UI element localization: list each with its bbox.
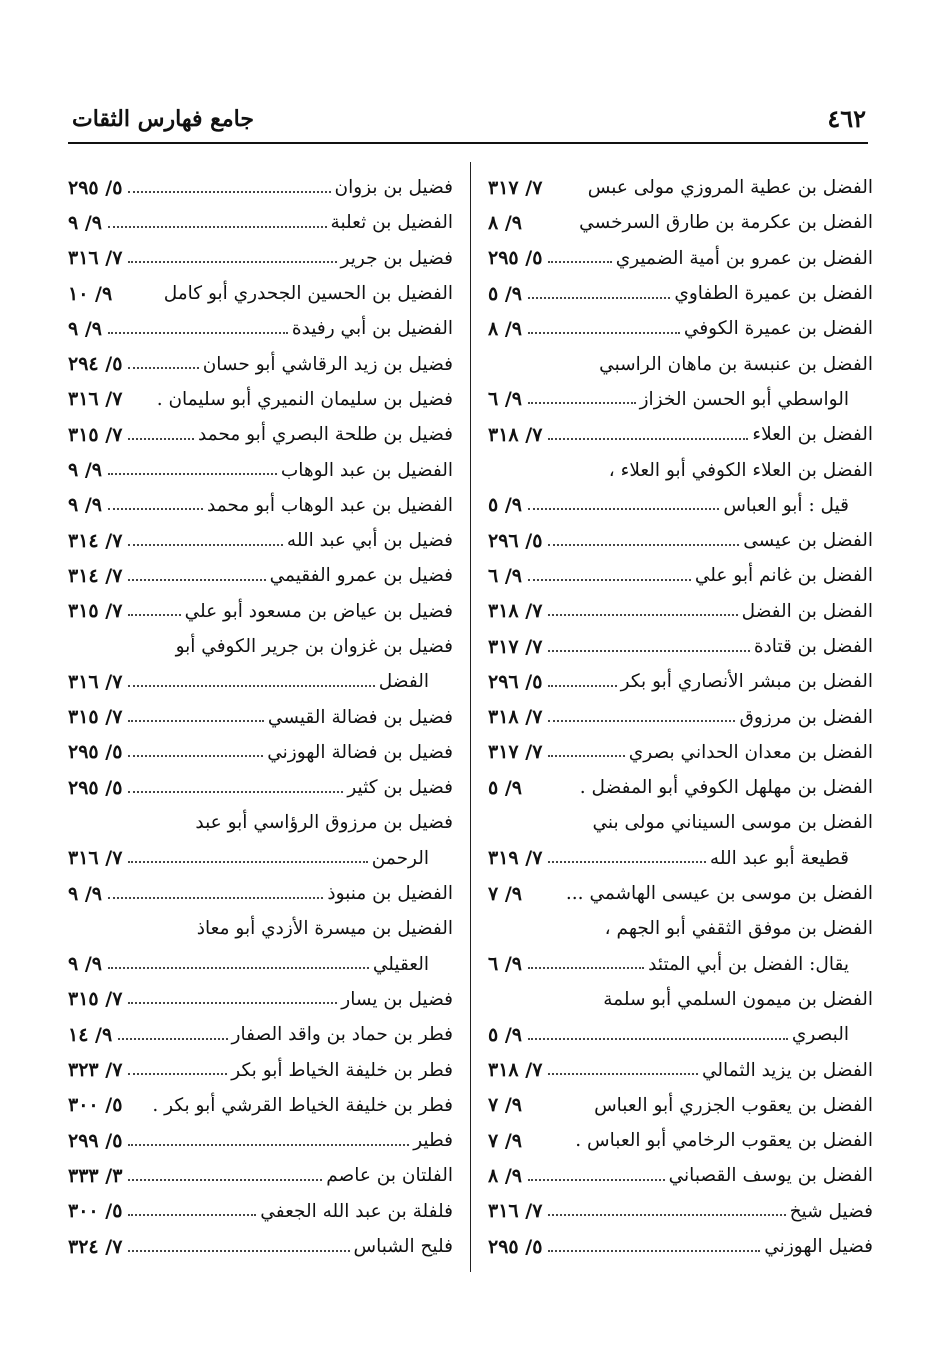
volume-page-ref: ٩/ ١٤ xyxy=(68,1023,113,1046)
volume-page-ref: ٧/ ٣١٩ xyxy=(488,847,543,870)
index-entry xyxy=(68,1123,453,1158)
dot-leader xyxy=(528,226,575,227)
index-entry xyxy=(488,770,873,805)
index-entry xyxy=(488,1017,873,1052)
volume-page-ref: ٩/ ٦ xyxy=(488,564,522,587)
entry-name: الفلتان بن عاصم xyxy=(326,1165,453,1187)
dot-leader xyxy=(548,755,624,757)
index-entry xyxy=(68,346,453,381)
entry-name: الفضيل بن عبد الوهاب xyxy=(280,459,453,481)
volume-page-ref: ٩/ ٩ xyxy=(68,953,102,976)
index-entry xyxy=(68,947,453,982)
entry-name: فضيل بن فضالة القيسي xyxy=(267,706,453,728)
volume-page-ref: ٥/ ٢٩٥ xyxy=(68,176,123,199)
dot-leader xyxy=(108,473,277,475)
dot-leader xyxy=(128,1250,349,1252)
volume-page-ref: ٩/ ٩ xyxy=(68,211,102,234)
entry-name: الفضل xyxy=(378,671,429,693)
dot-leader xyxy=(528,508,719,510)
index-entry xyxy=(68,417,453,452)
entry-name: الواسطي أبو الحسن الخزاز xyxy=(639,388,849,410)
entry-name: الفضيل بن ميسرة الأزدي أبو معاذ xyxy=(196,918,453,940)
entry-name: فضيل بن جرير xyxy=(340,247,453,269)
entry-name: قطيعة أبو عبد الله xyxy=(709,847,849,869)
index-entry xyxy=(488,205,873,240)
volume-page-ref: ٩/ ٧ xyxy=(488,1129,522,1152)
dot-leader xyxy=(128,791,343,793)
index-entry xyxy=(68,1194,453,1229)
dot-leader xyxy=(548,261,611,263)
index-entry xyxy=(488,1123,873,1158)
dot-leader xyxy=(128,1144,409,1146)
dot-leader xyxy=(128,755,263,757)
index-entry xyxy=(68,1052,453,1087)
dot-leader xyxy=(128,579,265,581)
index-entry xyxy=(68,311,453,346)
entry-name: الفضل بن عيسى xyxy=(743,530,873,552)
dot-leader xyxy=(128,861,367,863)
index-entry xyxy=(68,911,453,946)
volume-page-ref: ٧/ ٣٢٣ xyxy=(68,1059,123,1082)
dot-leader xyxy=(128,544,283,546)
dot-leader xyxy=(108,508,203,510)
index-entry xyxy=(68,1158,453,1193)
volume-page-ref: ٥/ ٣٠٠ xyxy=(68,1200,123,1223)
entry-name: الفضيل بن الحسين الجحدري أبو كامل xyxy=(163,283,453,305)
index-entry xyxy=(488,241,873,276)
volume-page-ref: ٧/ ٣١٧ xyxy=(488,176,543,199)
entry-name: فضيل بن كثير xyxy=(347,777,453,799)
entry-name: الفضل بن يعقوب الجزري أبو العباس xyxy=(594,1094,873,1116)
entry-name: فطر بن خليفة الخياط أبو بكر xyxy=(231,1059,453,1081)
entry-name: الفضل بن عكرمة بن طارق السرخسي xyxy=(579,212,873,234)
dot-leader xyxy=(74,932,193,933)
index-entry xyxy=(68,1088,453,1123)
entry-name: الفضل بن الفضل xyxy=(741,600,873,622)
index-entry xyxy=(488,1088,873,1123)
entry-name: فضيل بن عمرو الفقيمي xyxy=(269,565,453,587)
volume-page-ref: ٥/ ٢٩٤ xyxy=(68,353,123,376)
index-entry xyxy=(488,735,873,770)
index-entry xyxy=(68,452,453,487)
index-entry xyxy=(488,276,873,311)
index-entry xyxy=(68,1229,453,1264)
index-entry xyxy=(68,805,453,840)
entry-name: الفضل بن عنبسة بن ماهان الراسبي xyxy=(599,353,873,375)
index-entry xyxy=(68,382,453,417)
dot-leader xyxy=(548,720,735,722)
index-entry xyxy=(68,1017,453,1052)
volume-page-ref: ٩/ ٦ xyxy=(488,388,522,411)
entry-name: فضيل بن مرزوق الرؤاسي أبو عبد xyxy=(195,812,453,834)
volume-page-ref: ٧/ ٣١٨ xyxy=(488,1059,543,1082)
dot-leader xyxy=(494,474,605,475)
volume-page-ref: ٧/ ٣١٨ xyxy=(488,423,543,446)
volume-page-ref: ٧/ ٣٢٤ xyxy=(68,1235,123,1258)
dot-leader xyxy=(528,897,562,898)
entry-name: العقيلي xyxy=(372,953,429,975)
entry-name: الفضل بن موسى بن عيسى الهاشمي ... xyxy=(565,883,873,905)
dot-leader xyxy=(118,1038,227,1040)
entry-name: الفضل بن غانم أبو علي xyxy=(694,565,873,587)
index-entry xyxy=(488,982,873,1017)
volume-page-ref: ٧/ ٣١٤ xyxy=(68,564,123,587)
entry-name: الفضل بن موفق الثقفي أبو الجهم ، xyxy=(604,918,873,940)
dot-leader xyxy=(528,1144,571,1145)
dot-leader xyxy=(74,650,172,651)
index-entry xyxy=(488,699,873,734)
column-divider xyxy=(470,162,471,1272)
dot-leader xyxy=(494,1003,599,1004)
volume-page-ref: ٩/ ٩ xyxy=(68,882,102,905)
entry-name: الرحمن xyxy=(371,847,429,869)
index-entry xyxy=(68,488,453,523)
volume-page-ref: ٩/ ٨ xyxy=(488,211,522,234)
entry-name: الفضل بن يوسف القصباني xyxy=(668,1165,873,1187)
dot-leader xyxy=(128,685,374,687)
entry-name: فضيل بن أبي عبد الله xyxy=(286,530,453,552)
entry-name: فضيل بن زيد الرقاشي أبو حسان xyxy=(202,353,453,375)
dot-leader xyxy=(128,1179,322,1181)
index-column-right xyxy=(488,170,873,1264)
index-entry xyxy=(488,417,873,452)
index-entry xyxy=(68,876,453,911)
dot-leader xyxy=(548,614,737,616)
dot-leader xyxy=(528,332,680,334)
index-entry xyxy=(68,276,453,311)
entry-name: الفضيل بن ثعلبة xyxy=(330,212,453,234)
volume-page-ref: ٧/ ٣١٧ xyxy=(488,741,543,764)
volume-page-ref: ٧/ ٣١٦ xyxy=(68,847,123,870)
dot-leader xyxy=(128,1109,148,1110)
index-entry xyxy=(68,770,453,805)
volume-page-ref: ٩/ ٥ xyxy=(488,494,522,517)
index-entry xyxy=(488,629,873,664)
dot-leader xyxy=(128,1002,337,1004)
volume-page-ref: ٧/ ٣١٧ xyxy=(488,635,543,658)
index-entry xyxy=(488,523,873,558)
volume-page-ref: ٧/ ٣١٥ xyxy=(68,600,123,623)
volume-page-ref: ٧/ ٣١٦ xyxy=(68,670,123,693)
entry-name: الفضل بن يزيد الثمالي xyxy=(701,1059,873,1081)
dot-leader xyxy=(528,1109,590,1110)
entry-name: الفضل بن ميمون السلمي أبو سلمة xyxy=(603,988,873,1010)
dot-leader xyxy=(548,1073,698,1075)
entry-name: فطر بن خليفة الخياط القرشي أبو بكر . xyxy=(152,1094,453,1116)
dot-leader xyxy=(128,191,330,193)
entry-name: فضيل بن سليمان النميري أبو سليمان . xyxy=(156,388,453,410)
entry-name: يقال: الفضل بن أبي المتئد xyxy=(648,953,849,975)
dot-leader xyxy=(528,1179,665,1181)
dot-leader xyxy=(118,297,160,298)
entry-name: الفضل بن موسى السيناني مولى بني xyxy=(592,812,873,834)
volume-page-ref: ٩/ ٩ xyxy=(68,317,102,340)
index-entry xyxy=(488,664,873,699)
dot-leader xyxy=(128,261,336,263)
dot-leader xyxy=(528,1038,788,1040)
index-entry xyxy=(488,841,873,876)
volume-page-ref: ٩/ ٨ xyxy=(488,1164,522,1187)
dot-leader xyxy=(108,226,327,228)
volume-page-ref: ٧/ ٣١٥ xyxy=(68,423,123,446)
volume-page-ref: ٩/ ٥ xyxy=(488,776,522,799)
entry-name: الفضل بن عمرو بن أمية الضميري xyxy=(615,247,873,269)
page-header xyxy=(68,100,868,144)
dot-leader xyxy=(548,1214,785,1216)
index-entry xyxy=(68,664,453,699)
index-entry xyxy=(488,1229,873,1264)
volume-page-ref: ٥/ ٢٩٦ xyxy=(488,670,543,693)
dot-leader xyxy=(548,544,739,546)
entry-name: الفضل بن مبشر الأنصاري أبو بكر xyxy=(620,671,873,693)
volume-page-ref: ٧/ ٣١٥ xyxy=(68,988,123,1011)
index-entry xyxy=(68,699,453,734)
volume-page-ref: ٥/ ٢٩٥ xyxy=(488,247,543,270)
entry-name: الفضل بن العلاء الكوفي أبو العلاء ، xyxy=(608,459,873,481)
index-entry xyxy=(488,947,873,982)
entry-name: فضيل بن فضالة الهوزني xyxy=(267,741,453,763)
entry-name: فضيل بن يسار xyxy=(341,988,453,1010)
entry-name: الفضل بن مهلهل الكوفي أبو المفضل . xyxy=(579,777,873,799)
volume-page-ref: ٩/ ٦ xyxy=(488,953,522,976)
dot-leader xyxy=(108,967,369,969)
entry-name: الفضيل بن أبي رفيدة xyxy=(291,318,453,340)
dot-leader xyxy=(128,720,264,722)
dot-leader xyxy=(128,1214,256,1216)
entry-name: فطر بن حماد بن واقد الصفار xyxy=(231,1024,453,1046)
dot-leader xyxy=(128,614,180,616)
entry-name: الفضل بن معدان الحداني بصري xyxy=(628,741,873,763)
volume-page-ref: ٥/ ٢٩٩ xyxy=(68,1129,123,1152)
index-entry xyxy=(488,1052,873,1087)
entry-name: البصري xyxy=(791,1024,849,1046)
volume-page-ref: ٩/ ٥ xyxy=(488,282,522,305)
entry-name: فضيل بن عياض بن مسعود أبو علي xyxy=(184,600,453,622)
volume-page-ref: ٥/ ٢٩٥ xyxy=(68,741,123,764)
dot-leader xyxy=(528,791,576,792)
dot-leader xyxy=(548,191,583,192)
dot-leader xyxy=(528,579,691,581)
volume-page-ref: ٧/ ٣١٨ xyxy=(488,706,543,729)
entry-name: فضيل بن طلحة البصري أبو محمد xyxy=(197,424,453,446)
entry-name: فضيل بن بزوان xyxy=(334,177,453,199)
dot-leader xyxy=(494,932,601,933)
dot-leader xyxy=(108,897,323,899)
entry-name: فضيل الهوزني xyxy=(764,1236,873,1258)
dot-leader xyxy=(128,1073,227,1075)
dot-leader xyxy=(548,1250,760,1252)
index-entry xyxy=(488,170,873,205)
dot-leader xyxy=(494,368,595,369)
index-entry xyxy=(488,805,873,840)
dot-leader xyxy=(548,438,748,440)
index-entry xyxy=(68,205,453,240)
volume-page-ref: ٣/ ٣٣٣ xyxy=(68,1164,123,1187)
entry-name: الفضيل بن منبوذ xyxy=(327,883,453,905)
volume-page-ref: ٩/ ٧ xyxy=(488,882,522,905)
index-entry xyxy=(488,311,873,346)
dot-leader xyxy=(528,297,670,299)
entry-name: الفضل بن قتادة xyxy=(753,636,873,657)
dot-leader xyxy=(528,967,644,969)
dot-leader xyxy=(128,403,152,404)
entry-name: الفضل بن يعقوب الرخامي أبو العباس . xyxy=(575,1130,873,1152)
index-entry xyxy=(488,594,873,629)
dot-leader xyxy=(548,650,749,652)
index-entry xyxy=(488,1158,873,1193)
index-entry xyxy=(68,841,453,876)
volume-page-ref: ٩/ ٥ xyxy=(488,1023,522,1046)
dot-leader xyxy=(74,826,191,827)
dot-leader xyxy=(108,332,288,334)
index-entry xyxy=(488,876,873,911)
entry-name: قيل : أبو العباس xyxy=(723,494,849,516)
volume-page-ref: ٩/ ١٠ xyxy=(68,282,113,305)
volume-page-ref: ٩/ ٩ xyxy=(68,459,102,482)
volume-page-ref: ٧/ ٣١٤ xyxy=(68,529,123,552)
index-entry xyxy=(68,594,453,629)
index-entry xyxy=(68,982,453,1017)
index-entry xyxy=(68,170,453,205)
dot-leader xyxy=(494,826,588,827)
entry-name: الفضل بن العلاء xyxy=(752,424,873,446)
index-entry xyxy=(488,346,873,381)
volume-page-ref: ٧/ ٣١٨ xyxy=(488,600,543,623)
index-entry xyxy=(68,523,453,558)
index-entry xyxy=(68,241,453,276)
volume-page-ref: ٥/ ٣٠٠ xyxy=(68,1094,123,1117)
index-entry xyxy=(488,558,873,593)
volume-page-ref: ٥/ ٢٩٦ xyxy=(488,529,543,552)
index-entry xyxy=(68,558,453,593)
index-column-left xyxy=(68,170,453,1264)
entry-name: الفضل بن مرزوق xyxy=(739,706,873,728)
index-entry xyxy=(488,1194,873,1229)
entry-name: فليح الشباس xyxy=(353,1236,453,1258)
entry-name: فضيل بن غزوان بن جرير الكوفي أبو xyxy=(175,636,453,657)
volume-page-ref: ٩/ ٨ xyxy=(488,317,522,340)
volume-page-ref: ٧/ ٣١٥ xyxy=(68,706,123,729)
volume-page-ref: ٥/ ٢٩٥ xyxy=(488,1235,543,1258)
volume-page-ref: ٧/ ٣١٦ xyxy=(488,1200,543,1223)
dot-leader xyxy=(128,438,194,440)
index-entry xyxy=(488,452,873,487)
volume-page-ref: ٩/ ٧ xyxy=(488,1094,522,1117)
entry-name: فضيل شيخ xyxy=(789,1200,873,1222)
dot-leader xyxy=(548,861,706,863)
index-entry xyxy=(68,735,453,770)
index-entry xyxy=(488,488,873,523)
volume-page-ref: ٧/ ٣١٦ xyxy=(68,388,123,411)
volume-page-ref: ٧/ ٣١٦ xyxy=(68,247,123,270)
running-title: جامع فهارس الثقات xyxy=(72,106,254,132)
index-entry xyxy=(68,629,453,664)
dot-leader xyxy=(548,685,616,687)
dot-leader xyxy=(128,367,198,369)
entry-name: الفضل بن عطية المروزي مولى عبس xyxy=(587,177,873,199)
entry-name: الفضيل بن عبد الوهاب أبو محمد xyxy=(207,494,453,516)
entry-name: فلفلة بن عبد الله الجعفي xyxy=(260,1200,453,1222)
entry-name: الفضل بن عميرة الطفاوي xyxy=(674,283,873,305)
volume-page-ref: ٩/ ٩ xyxy=(68,494,102,517)
volume-page-ref: ٥/ ٢٩٥ xyxy=(68,776,123,799)
page-number: ٤٦٢ xyxy=(827,104,866,133)
index-entry xyxy=(488,382,873,417)
dot-leader xyxy=(528,402,636,404)
index-entry xyxy=(488,911,873,946)
entry-name: فطير xyxy=(413,1130,453,1152)
entry-name: الفضل بن عميرة الكوفي xyxy=(683,318,873,340)
